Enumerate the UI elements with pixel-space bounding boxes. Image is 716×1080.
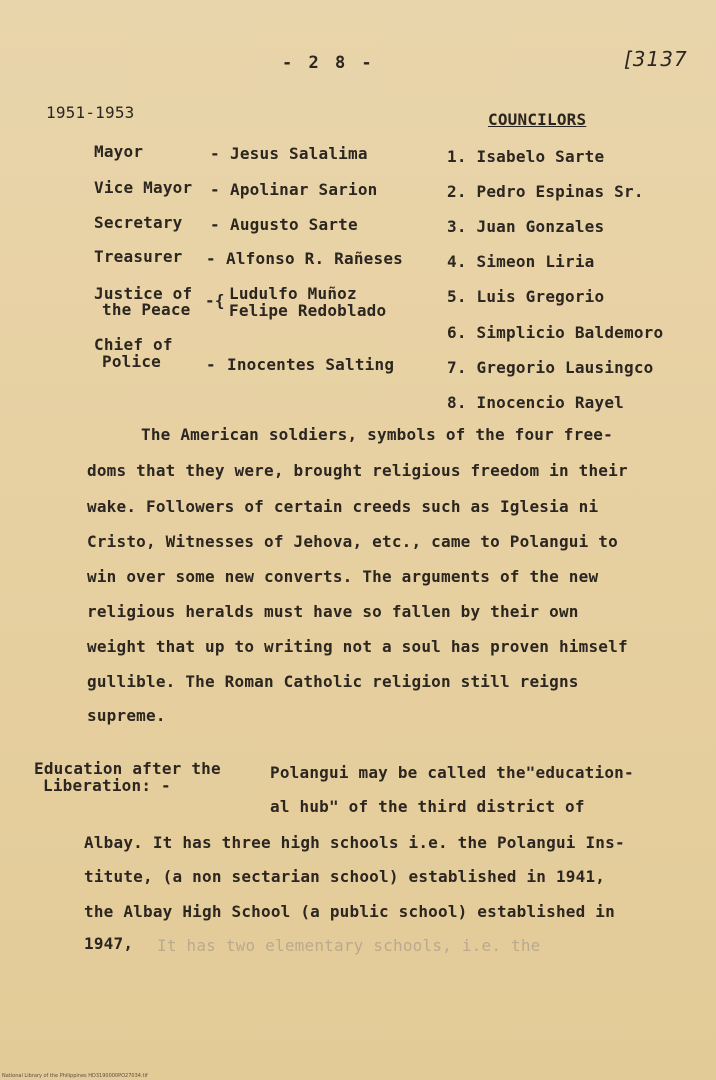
faint-text: It has two elementary schools, i.e. the bbox=[157, 936, 541, 955]
paragraph-line: religious heralds must have so fallen by their own bbox=[87, 602, 579, 621]
paragraph-line: supreme. bbox=[87, 706, 166, 725]
councilor-item: 5. Luis Gregorio bbox=[447, 287, 605, 306]
section-heading: Education after the bbox=[34, 759, 221, 778]
official-separator: - bbox=[210, 144, 220, 163]
official-position: Treasurer bbox=[94, 247, 183, 266]
councilor-item: 6. Simplicio Baldemoro bbox=[447, 323, 664, 342]
paragraph-line: titute, (a non sectarian school) established in 1941, bbox=[84, 867, 606, 886]
councilor-item: 7. Gregorio Lausingco bbox=[447, 358, 654, 377]
official-name: Alfonso R. Rañeses bbox=[226, 249, 403, 268]
councilor-item: 2. Pedro Espinas Sr. bbox=[447, 182, 644, 201]
official-separator: - bbox=[210, 180, 220, 199]
councilor-item: 1. Isabelo Sarte bbox=[447, 147, 605, 166]
paragraph-line: gullible. The Roman Catholic religion still reigns bbox=[87, 672, 579, 691]
paragraph-line: The American soldiers, symbols of the four free- bbox=[141, 425, 613, 444]
official-name: Apolinar Sarion bbox=[230, 180, 378, 199]
official-position: Chief of bbox=[94, 335, 173, 354]
page-number: - 2 8 - bbox=[282, 53, 375, 73]
official-name: Augusto Sarte bbox=[230, 215, 358, 234]
official-separator: -{ bbox=[205, 291, 225, 310]
paragraph-line: doms that they were, brought religious freedom in their bbox=[87, 461, 628, 480]
official-name: Ludulfo Muñoz bbox=[229, 284, 357, 303]
official-position: Secretary bbox=[94, 213, 183, 232]
councilor-item: 3. Juan Gonzales bbox=[447, 217, 605, 236]
councilors-heading: COUNCILORS bbox=[488, 110, 587, 129]
paragraph-line: Polangui may be called the"education- bbox=[270, 763, 634, 782]
paragraph-line: 1947, bbox=[84, 934, 134, 953]
official-position: Police bbox=[102, 352, 161, 371]
paragraph-line: Albay. It has three high schools i.e. the Polangui Ins- bbox=[84, 833, 625, 852]
official-separator: - bbox=[206, 249, 216, 268]
paragraph-line: the Albay High School (a public school) established in bbox=[84, 902, 615, 921]
official-position: the Peace bbox=[102, 300, 191, 319]
paragraph-line: Cristo, Witnesses of Jehova, etc., came to Polangui to bbox=[87, 532, 618, 551]
official-separator: - bbox=[206, 355, 216, 374]
paragraph-line: weight that up to writing not a soul has proven himself bbox=[87, 637, 628, 656]
official-name: Jesus Salalima bbox=[230, 144, 368, 163]
paragraph-line: wake. Followers of certain creeds such as Iglesia ni bbox=[87, 497, 599, 516]
official-name: Felipe Redoblado bbox=[229, 301, 387, 320]
paragraph-line: win over some new converts. The arguments of the new bbox=[87, 567, 599, 586]
councilor-item: 4. Simeon Liria bbox=[447, 252, 595, 271]
period-label: 1951-1953 bbox=[46, 103, 135, 122]
official-position: Mayor bbox=[94, 142, 144, 161]
official-separator: - bbox=[210, 215, 220, 234]
scan-footer: National Library of the Philippines HD3190000PO27034.tif bbox=[2, 1073, 148, 1079]
paragraph-line: al hub" of the third district of bbox=[270, 797, 585, 816]
archive-number: [3137 bbox=[624, 47, 688, 71]
councilor-item: 8. Inocencio Rayel bbox=[447, 393, 624, 412]
section-heading: Liberation: - bbox=[43, 776, 171, 795]
official-name: Inocentes Salting bbox=[227, 355, 395, 374]
official-position: Vice Mayor bbox=[94, 178, 193, 197]
official-position: Justice of bbox=[94, 284, 193, 303]
